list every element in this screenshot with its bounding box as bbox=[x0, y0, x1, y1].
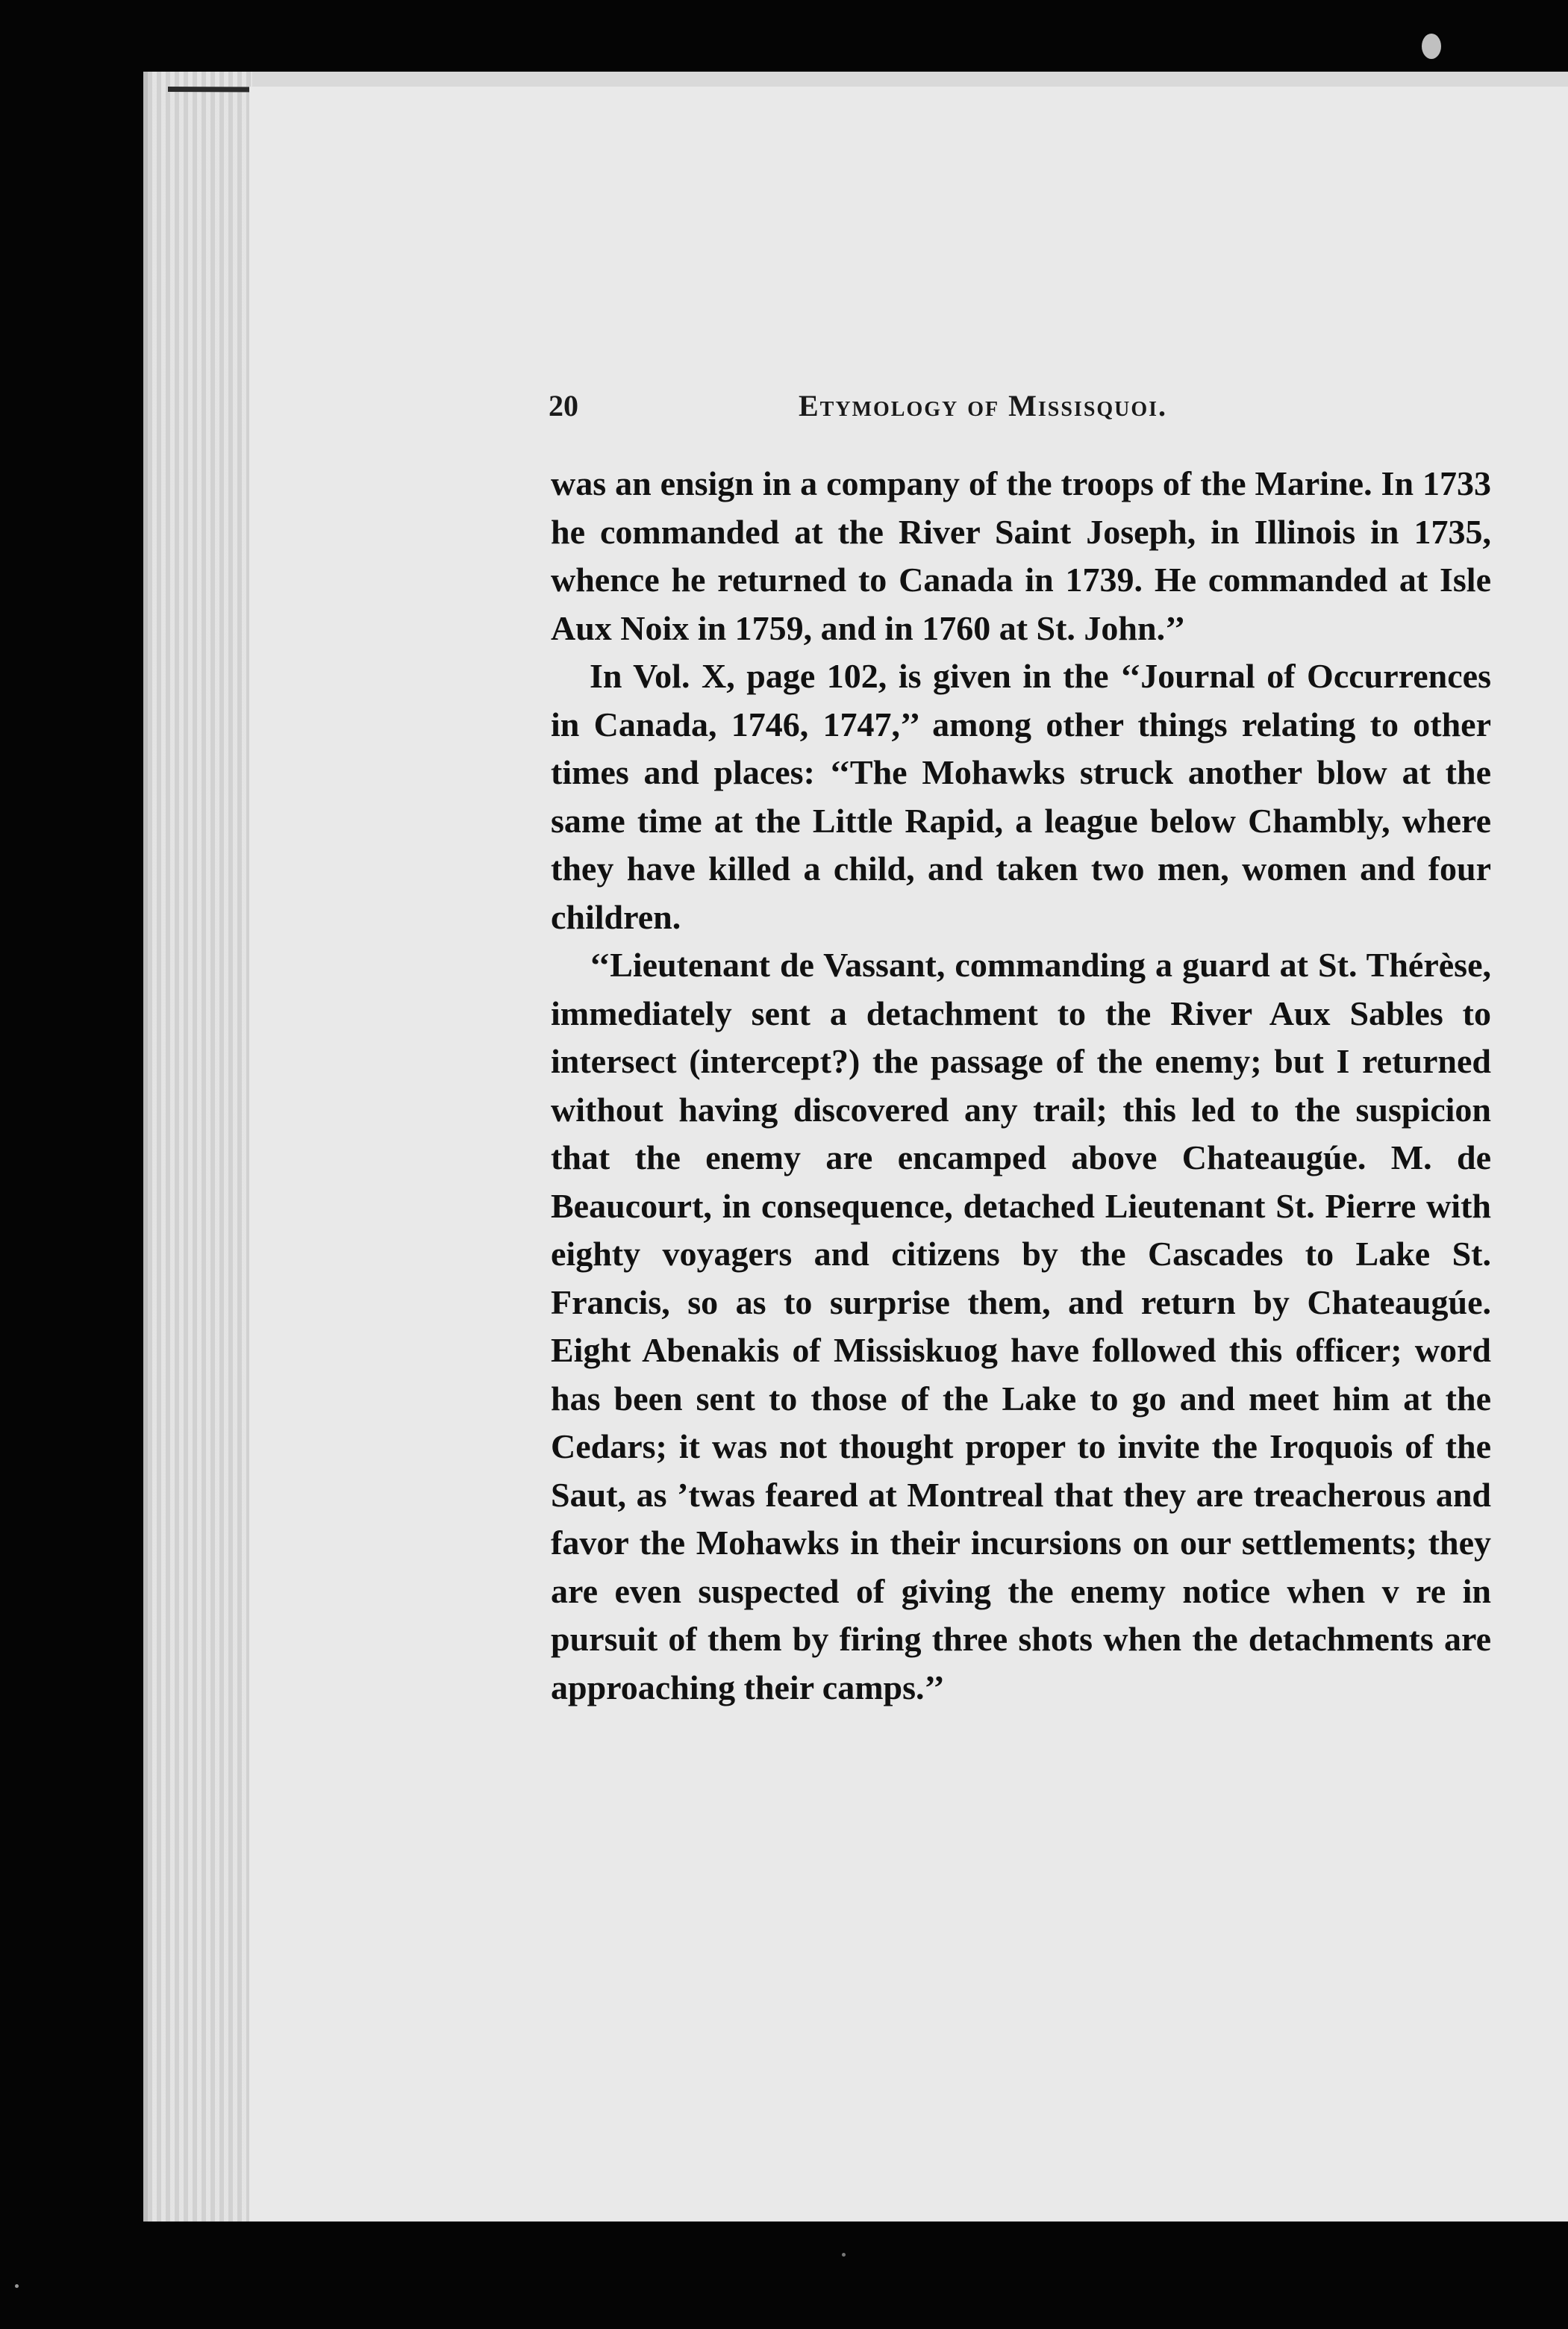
body-text bbox=[551, 460, 1491, 1712]
paragraph-2: In Vol. X, page 102, is given in the ‘‘Journal of Occurrences in Canada, 1746, 1747,’’ among other things relating to other times and places: ‘‘The Mohawks struck another blow at the same time at the Little Rapid, a league below Chambly, where they have killed a child, and taken two men, women and four children. bbox=[551, 657, 1491, 936]
scan-speck bbox=[842, 2253, 846, 2257]
page-edge-lines bbox=[148, 72, 252, 2222]
page-header bbox=[549, 388, 1489, 433]
scan-speck bbox=[1422, 34, 1441, 59]
scan-speck bbox=[15, 2284, 19, 2288]
page-number: 20 bbox=[549, 389, 578, 423]
paragraph-1: was an ensign in a company of the troops of the Marine. In 1733 he commanded at the River Saint Joseph, in Illinois in 1735, whence he returned to Canada in 1739. He commanded at Isle Aux Noix in 1759, and in 1760 at St. John.’’ bbox=[551, 464, 1491, 647]
running-title: Etymology of Missisquoi. bbox=[799, 389, 1168, 423]
paragraph-3: ‘‘Lieutenant de Vassant, commanding a guard at St. Thérèse, immediately sent a detachment to the River Aux Sables to intersect (intercept?) the passage of the enemy; but I returned without having discovered any trail; this led to the suspicion that the enemy are encamped above Chateaugúe. M. de Beaucourt, in consequence, detached Lieutenant St. Pierre with eighty voyagers and citizens by the Cascades to Lake St. Francis, so as to surprise them, and return by Chateaugúe. Eight Abenakis of Missiskuog have followed this officer; word has been sent to those of the Lake to go and meet him at the Cedars; it was not thought proper to invite the Iroquois of the Saut, as ’twas feared at Montreal that they are treacherous and favor the Mohawks in their incursions on our settlements; they are even suspected of giving the enemy notice when v re in pursuit of them by firing three shots when the detachments are approaching their camps.’’ bbox=[551, 946, 1491, 1706]
